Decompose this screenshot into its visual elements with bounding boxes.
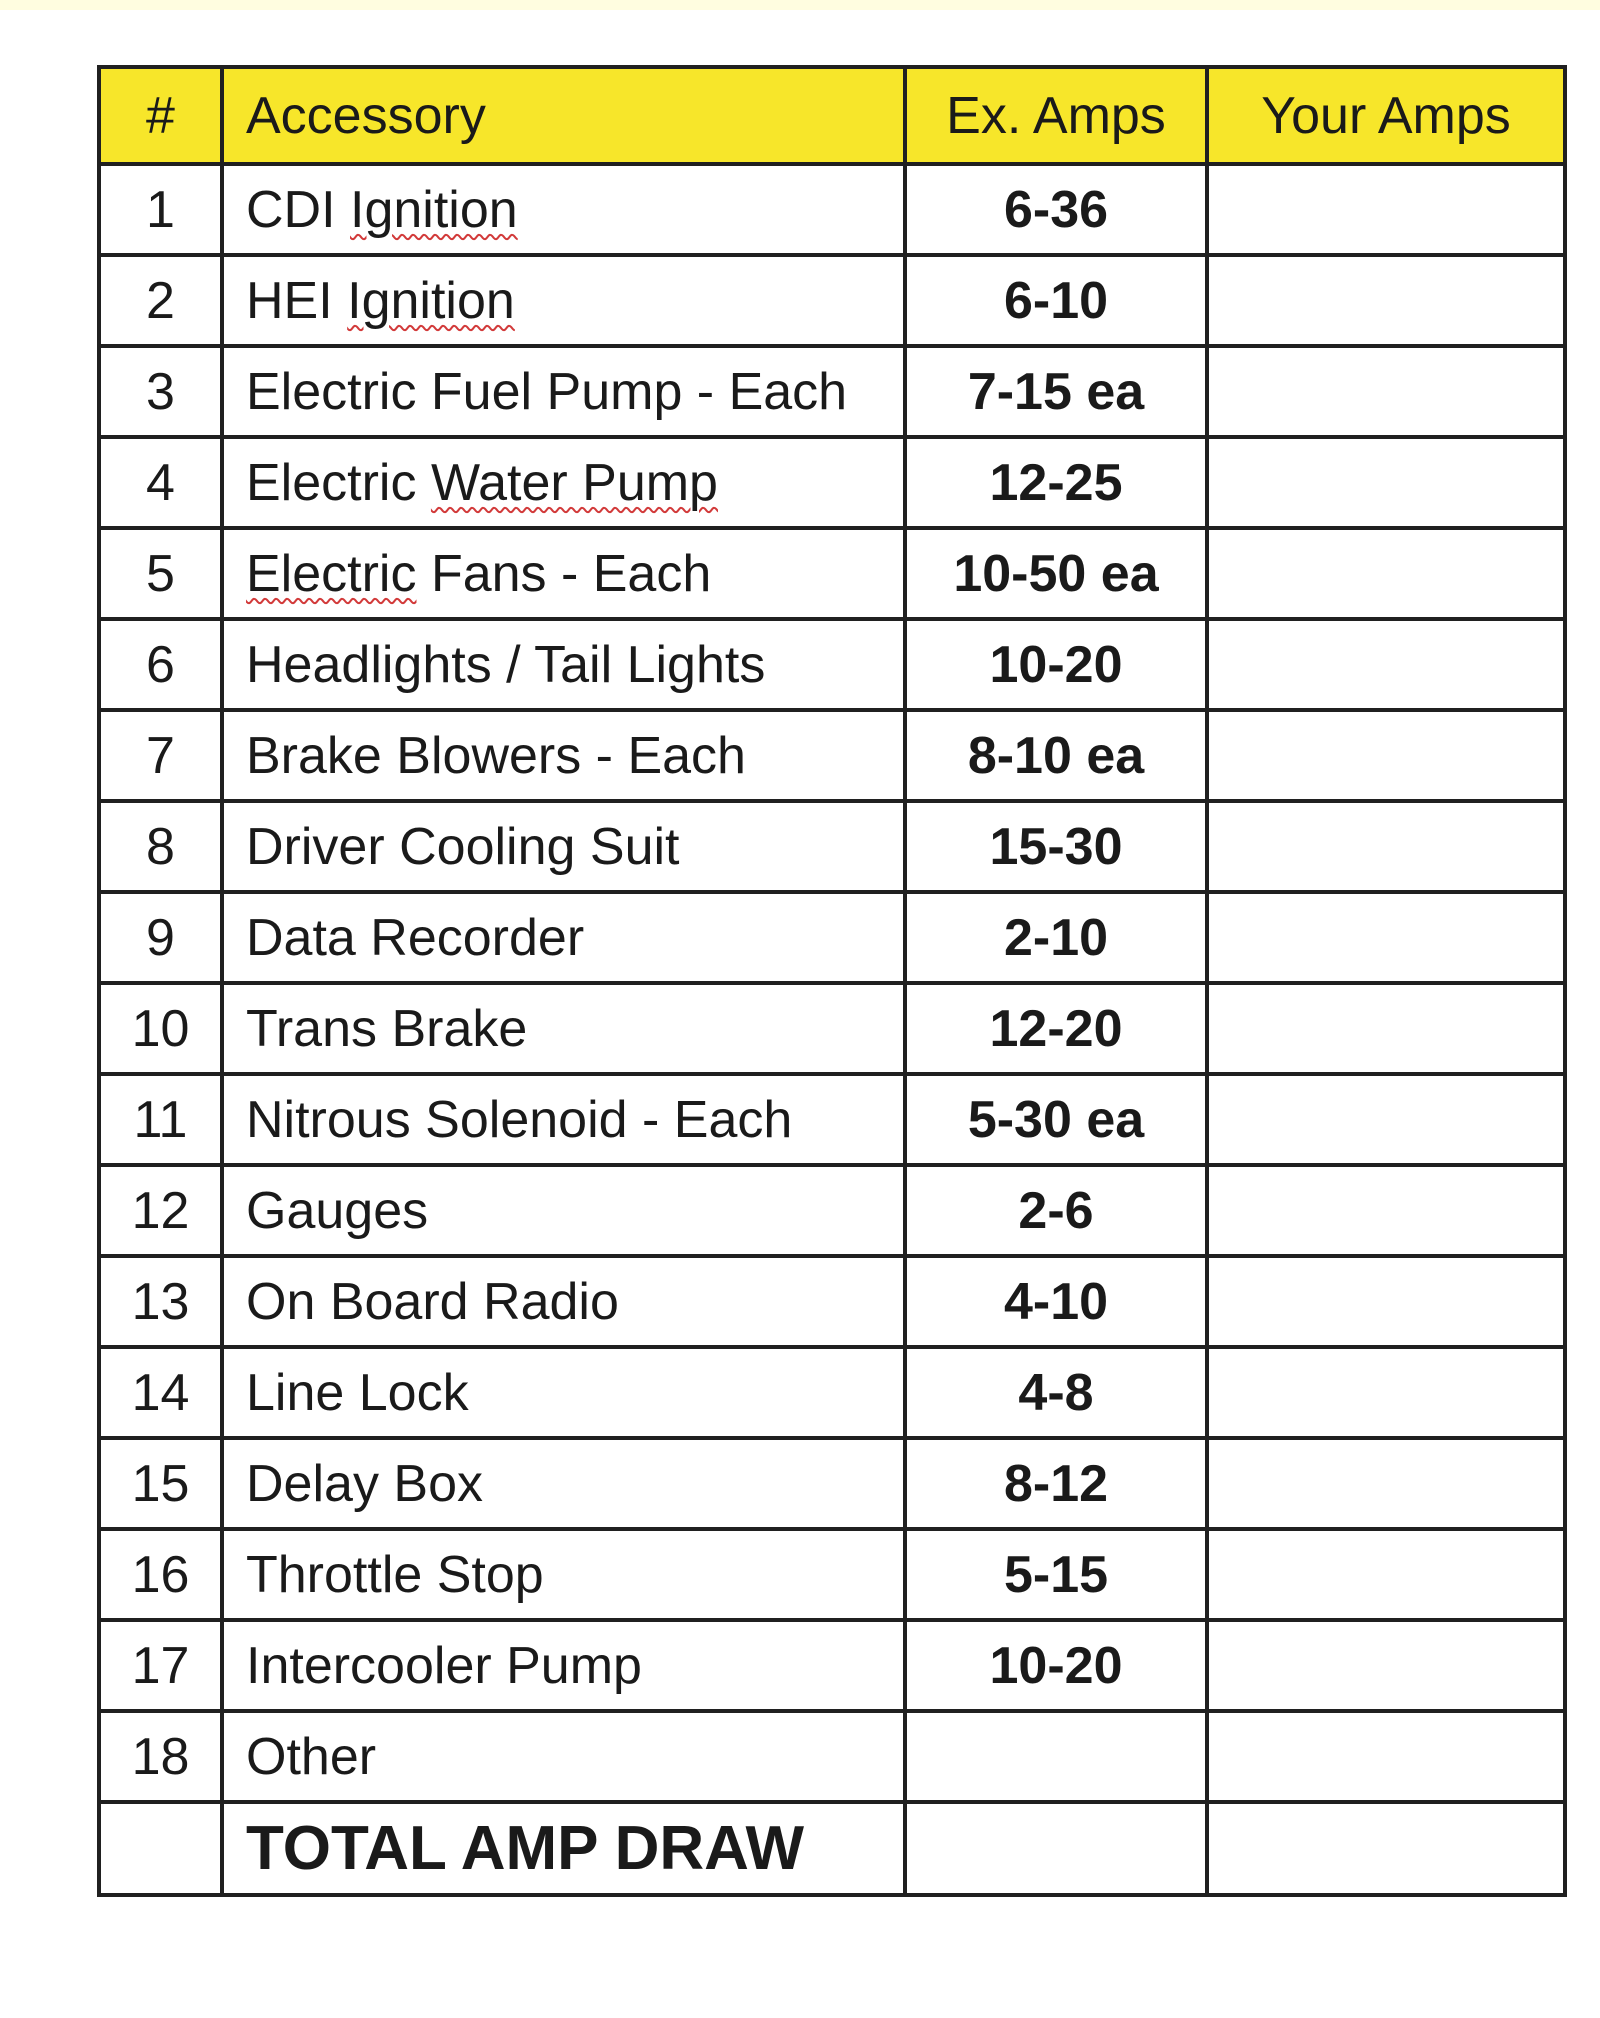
ex-amps-cell: [905, 1711, 1207, 1802]
header-accessory: Accessory: [222, 67, 905, 164]
amp-draw-table: [97, 65, 1567, 1897]
accessory-label: Nitrous Solenoid - Each: [246, 1090, 793, 1149]
accessory-cell: [222, 710, 905, 801]
total-row: [99, 1802, 1565, 1895]
header-num: #: [99, 67, 222, 164]
accessory-cell: [222, 801, 905, 892]
table-row: [99, 710, 1565, 801]
your-amps-cell[interactable]: [1207, 255, 1565, 346]
table-row: [99, 528, 1565, 619]
header-ex-amps: Ex. Amps: [905, 67, 1207, 164]
table-row: [99, 983, 1565, 1074]
accessory-cell: [222, 1529, 905, 1620]
row-number: 4: [99, 437, 222, 528]
ex-amps-cell: 10-20: [905, 1620, 1207, 1711]
accessory-label: Line Lock: [246, 1363, 469, 1422]
your-amps-cell[interactable]: [1207, 710, 1565, 801]
accessory-label: Trans Brake: [246, 999, 528, 1058]
your-amps-cell[interactable]: [1207, 983, 1565, 1074]
table-row: [99, 1438, 1565, 1529]
ex-amps-cell: 12-25: [905, 437, 1207, 528]
ex-amps-cell: 15-30: [905, 801, 1207, 892]
your-amps-cell[interactable]: [1207, 1256, 1565, 1347]
your-amps-cell[interactable]: [1207, 801, 1565, 892]
row-number: 18: [99, 1711, 222, 1802]
total-amp-draw-label: TOTAL AMP DRAW: [222, 1802, 905, 1895]
ex-amps-cell: 6-36: [905, 164, 1207, 255]
accessory-cell: [222, 528, 905, 619]
table-row: [99, 437, 1565, 528]
accessory-cell: [222, 1165, 905, 1256]
ex-amps-cell: 5-30 ea: [905, 1074, 1207, 1165]
table-row: [99, 619, 1565, 710]
table-row: [99, 164, 1565, 255]
accessory-cell: [222, 1347, 905, 1438]
accessory-label: Brake Blowers - Each: [246, 726, 746, 785]
ex-amps-cell: 8-10 ea: [905, 710, 1207, 801]
your-amps-cell[interactable]: [1207, 1529, 1565, 1620]
row-number: 2: [99, 255, 222, 346]
accessory-label: CDI: [246, 180, 336, 239]
row-number: 1: [99, 164, 222, 255]
table-row: [99, 1165, 1565, 1256]
your-amps-cell[interactable]: [1207, 1711, 1565, 1802]
ex-amps-cell: 2-10: [905, 892, 1207, 983]
spellcheck-flagged-text: Ignition: [347, 271, 515, 330]
row-number: 14: [99, 1347, 222, 1438]
accessory-label: Delay Box: [246, 1454, 483, 1513]
accessory-label: HEI: [246, 271, 333, 330]
accessory-label: Throttle Stop: [246, 1545, 544, 1604]
accessory-cell: [222, 1256, 905, 1347]
accessory-cell: [222, 1074, 905, 1165]
row-number: 3: [99, 346, 222, 437]
accessory-cell: [222, 437, 905, 528]
accessory-cell: [222, 1438, 905, 1529]
table-row: [99, 1711, 1565, 1802]
top-strip: [0, 0, 1600, 10]
your-amps-cell[interactable]: [1207, 1074, 1565, 1165]
table-row: [99, 892, 1565, 983]
total-number-cell: [99, 1802, 222, 1895]
row-number: 8: [99, 801, 222, 892]
your-amps-cell[interactable]: [1207, 437, 1565, 528]
accessory-label: Gauges: [246, 1181, 429, 1240]
ex-amps-cell: 10-20: [905, 619, 1207, 710]
ex-amps-cell: 10-50 ea: [905, 528, 1207, 619]
row-number: 17: [99, 1620, 222, 1711]
row-number: 11: [99, 1074, 222, 1165]
table-row: [99, 801, 1565, 892]
row-number: 7: [99, 710, 222, 801]
table-row: [99, 1529, 1565, 1620]
table-row: [99, 1620, 1565, 1711]
accessory-cell: [222, 346, 905, 437]
accessory-label: Other: [246, 1727, 377, 1786]
accessory-label: Headlights / Tail Lights: [246, 635, 766, 694]
accessory-label: Intercooler Pump: [246, 1636, 642, 1695]
ex-amps-cell: 4-10: [905, 1256, 1207, 1347]
row-number: 16: [99, 1529, 222, 1620]
header-your-amps: Your Amps: [1207, 67, 1565, 164]
your-amps-cell[interactable]: [1207, 619, 1565, 710]
table-row: [99, 1074, 1565, 1165]
ex-amps-cell: 7-15 ea: [905, 346, 1207, 437]
ex-amps-cell: 5-15: [905, 1529, 1207, 1620]
row-number: 5: [99, 528, 222, 619]
total-your-amps-cell[interactable]: [1207, 1802, 1565, 1895]
table-row: [99, 346, 1565, 437]
row-number: 12: [99, 1165, 222, 1256]
ex-amps-cell: 8-12: [905, 1438, 1207, 1529]
your-amps-cell[interactable]: [1207, 892, 1565, 983]
your-amps-cell[interactable]: [1207, 164, 1565, 255]
accessory-cell: [222, 892, 905, 983]
accessory-label: Electric Fuel Pump - Each: [246, 362, 848, 421]
your-amps-cell[interactable]: [1207, 1165, 1565, 1256]
ex-amps-cell: 4-8: [905, 1347, 1207, 1438]
accessory-label: Data Recorder: [246, 908, 585, 967]
table-row: [99, 1256, 1565, 1347]
header-row: [99, 67, 1565, 164]
accessory-label: On Board Radio: [246, 1272, 619, 1331]
your-amps-cell[interactable]: [1207, 1438, 1565, 1529]
accessory-cell: [222, 255, 905, 346]
your-amps-cell[interactable]: [1207, 1620, 1565, 1711]
row-number: 10: [99, 983, 222, 1074]
accessory-cell: [222, 164, 905, 255]
row-number: 15: [99, 1438, 222, 1529]
accessory-cell: [222, 1620, 905, 1711]
spellcheck-flagged-text: Ignition: [350, 180, 518, 239]
your-amps-cell[interactable]: [1207, 528, 1565, 619]
ex-amps-cell: 6-10: [905, 255, 1207, 346]
accessory-cell: [222, 983, 905, 1074]
spellcheck-flagged-text: Water Pump: [430, 453, 718, 512]
total-ex-amps-cell: [905, 1802, 1207, 1895]
your-amps-cell[interactable]: [1207, 346, 1565, 437]
row-number: 6: [99, 619, 222, 710]
accessory-cell: [222, 619, 905, 710]
row-number: 13: [99, 1256, 222, 1347]
row-number: 9: [99, 892, 222, 983]
table-row: [99, 1347, 1565, 1438]
table-row: [99, 255, 1565, 346]
accessory-label: Fans - Each: [430, 544, 712, 603]
accessory-cell: [222, 1711, 905, 1802]
accessory-label: Driver Cooling Suit: [246, 817, 680, 876]
accessory-label: Electric: [246, 453, 417, 512]
spellcheck-flagged-text: Electric: [246, 544, 417, 603]
ex-amps-cell: 12-20: [905, 983, 1207, 1074]
ex-amps-cell: 2-6: [905, 1165, 1207, 1256]
your-amps-cell[interactable]: [1207, 1347, 1565, 1438]
